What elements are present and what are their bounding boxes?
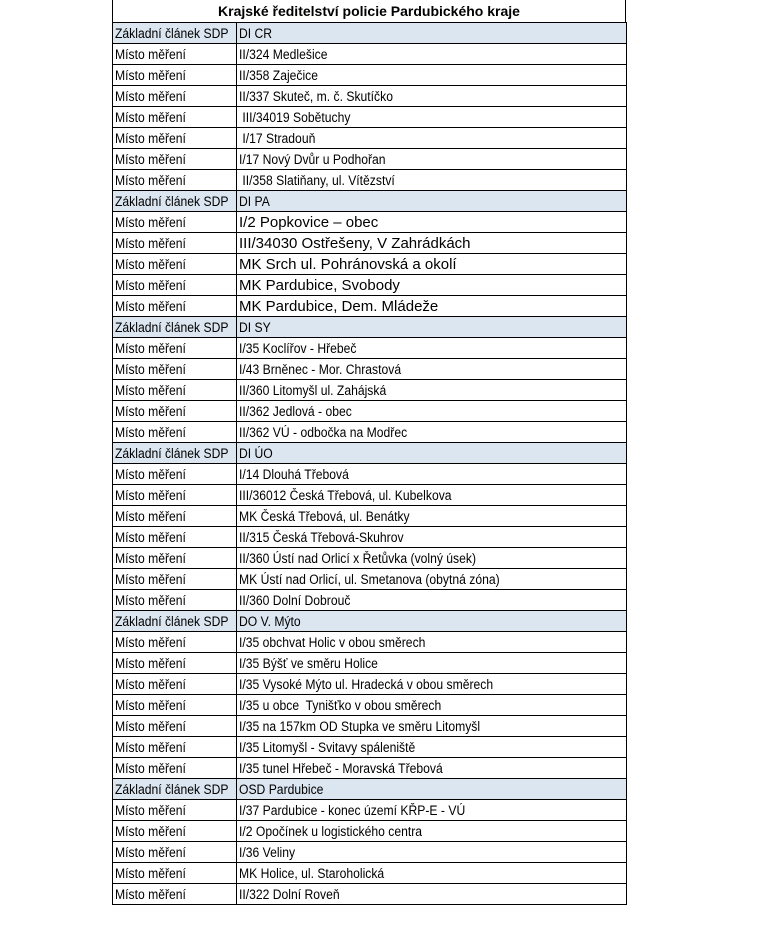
location-value-cell[interactable] — [237, 212, 627, 233]
table-row — [113, 800, 627, 821]
cell-text: Místo měření — [115, 760, 186, 776]
location-value-cell[interactable] — [237, 86, 627, 107]
section-name-cell[interactable] — [237, 443, 627, 464]
cell-text: Místo měření — [115, 67, 186, 83]
cell-text: I/35 tunel Hřebeč - Moravská Třebová — [239, 760, 443, 776]
cell-text: II/322 Dolní Roveň — [239, 886, 340, 902]
table-row — [113, 86, 627, 107]
table-row — [113, 275, 627, 296]
location-value-cell[interactable] — [237, 590, 627, 611]
section-label-cell[interactable] — [113, 191, 237, 212]
cell-text: I/35 obchvat Holic v obou směrech — [239, 634, 426, 650]
table-row — [113, 44, 627, 65]
table-row — [113, 653, 627, 674]
location-value-cell[interactable] — [237, 128, 627, 149]
location-value-cell[interactable] — [237, 716, 627, 737]
location-label-cell[interactable] — [113, 674, 237, 695]
cell-text: I/14 Dlouhá Třebová — [239, 466, 349, 482]
cell-text: II/360 Ústí nad Orlicí x Řetůvka (volný úsek) — [239, 550, 477, 566]
location-value-cell[interactable] — [237, 527, 627, 548]
cell-text: II/358 Zaječice — [239, 67, 319, 83]
location-value-cell[interactable] — [237, 695, 627, 716]
cell-text: Základní článek SDP — [115, 781, 229, 797]
section-name-cell[interactable] — [237, 611, 627, 632]
table-row — [113, 464, 627, 485]
cell-text: I/35 Vysoké Mýto ul. Hradecká v obou směrech — [239, 676, 494, 692]
table-row — [113, 485, 627, 506]
table-body — [113, 23, 627, 905]
location-value-cell[interactable] — [237, 296, 627, 317]
table-row — [113, 401, 627, 422]
section-header-row — [113, 191, 627, 212]
cell-text: Místo měření — [115, 718, 186, 734]
location-label-cell[interactable] — [113, 527, 237, 548]
location-value-cell[interactable] — [237, 338, 627, 359]
location-value-cell[interactable] — [237, 380, 627, 401]
cell-text: Místo měření — [115, 550, 186, 566]
cell-text: II/360 Litomyšl ul. Zahájská — [239, 382, 387, 398]
location-value-cell[interactable] — [237, 170, 627, 191]
spreadsheet — [112, 0, 626, 905]
location-label-cell[interactable] — [113, 485, 237, 506]
cell-text: Místo měření — [115, 676, 186, 692]
location-label-cell[interactable] — [113, 821, 237, 842]
table-row — [113, 674, 627, 695]
cell-text: Základní článek SDP — [115, 25, 229, 41]
section-name-cell[interactable] — [237, 23, 627, 44]
cell-text: Místo měření — [115, 235, 186, 251]
location-label-cell[interactable] — [113, 632, 237, 653]
location-value-cell[interactable] — [237, 464, 627, 485]
cell-text: I/35 Býšť ve směru Holice — [239, 655, 378, 671]
section-header-row — [113, 23, 627, 44]
cell-text: Místo měření — [115, 130, 186, 146]
cell-text: MK Ústí nad Orlicí, ul. Smetanova (obytná zóna) — [239, 571, 500, 587]
cell-text: Místo měření — [115, 424, 186, 440]
table-row — [113, 128, 627, 149]
table-row — [113, 107, 627, 128]
location-label-cell[interactable] — [113, 863, 237, 884]
location-value-cell[interactable] — [237, 653, 627, 674]
table-row — [113, 380, 627, 401]
cell-text: Místo měření — [115, 298, 186, 314]
location-value-cell[interactable] — [237, 569, 627, 590]
cell-text: I/35 Litomyšl - Svitavy spáleniště — [239, 739, 416, 755]
table-row — [113, 590, 627, 611]
section-label-cell[interactable] — [113, 23, 237, 44]
table-row — [113, 338, 627, 359]
section-label-cell[interactable] — [113, 317, 237, 338]
cell-text: Místo měření — [115, 529, 186, 545]
location-value-cell[interactable] — [237, 401, 627, 422]
location-label-cell[interactable] — [113, 233, 237, 254]
cell-text: III/34019 Sobětuchy — [239, 109, 351, 125]
section-name-cell[interactable] — [237, 317, 627, 338]
location-label-cell[interactable] — [113, 86, 237, 107]
cell-text: Místo měření — [115, 865, 186, 881]
section-name-cell[interactable] — [237, 779, 627, 800]
location-label-cell[interactable] — [113, 338, 237, 359]
table-row — [113, 842, 627, 863]
table-row — [113, 422, 627, 443]
cell-text: Základní článek SDP — [115, 445, 229, 461]
location-label-cell[interactable] — [113, 422, 237, 443]
cell-text: III/36012 Česká Třebová, ul. Kubelkova — [239, 487, 452, 503]
location-value-cell[interactable] — [237, 65, 627, 86]
section-header-row — [113, 611, 627, 632]
cell-text: Místo měření — [115, 46, 186, 62]
cell-text: I/35 na 157km OD Stupka ve směru Litomyšl — [239, 718, 481, 734]
cell-text: I/17 Nový Dvůr u Podhořan — [239, 151, 386, 167]
location-label-cell[interactable] — [113, 128, 237, 149]
cell-text: Místo měření — [115, 802, 186, 818]
location-label-cell[interactable] — [113, 359, 237, 380]
cell-text: II/337 Skuteč, m. č. Skutíčko — [239, 88, 393, 104]
location-value-cell[interactable] — [237, 884, 627, 905]
cell-text: DI PA — [239, 193, 270, 209]
table-row — [113, 170, 627, 191]
cell-text: I/43 Brněnec - Mor. Chrastová — [239, 361, 402, 377]
cell-text: Základní článek SDP — [115, 193, 229, 209]
location-label-cell[interactable] — [113, 569, 237, 590]
location-value-cell[interactable] — [237, 506, 627, 527]
cell-text: Místo měření — [115, 466, 186, 482]
table-row — [113, 233, 627, 254]
location-label-cell[interactable] — [113, 758, 237, 779]
location-label-cell[interactable] — [113, 464, 237, 485]
cell-text: Místo měření — [115, 655, 186, 671]
table-row — [113, 758, 627, 779]
cell-text: I/37 Pardubice - konec území KŘP-E - VÚ — [239, 802, 466, 818]
cell-text: I/2 Opočínek u logistického centra — [239, 823, 423, 839]
cell-text: Základní článek SDP — [115, 319, 229, 335]
table-row — [113, 296, 627, 317]
cell-text: Místo měření — [115, 487, 186, 503]
location-value-cell[interactable] — [237, 233, 627, 254]
cell-text: Místo měření — [115, 592, 186, 608]
cell-text: II/358 Slatiňany, ul. Vítězství — [239, 172, 395, 188]
cell-text: Místo měření — [115, 634, 186, 650]
cell-text: I/17 Stradouň — [239, 130, 316, 146]
location-label-cell[interactable] — [113, 401, 237, 422]
cell-text: II/360 Dolní Dobrouč — [239, 592, 351, 608]
table-row — [113, 65, 627, 86]
location-label-cell[interactable] — [113, 275, 237, 296]
cell-text: DO V. Mýto — [239, 613, 301, 629]
location-value-cell[interactable] — [237, 359, 627, 380]
table-row — [113, 359, 627, 380]
section-name-cell[interactable] — [237, 191, 627, 212]
cell-text: Místo měření — [115, 697, 186, 713]
location-label-cell[interactable] — [113, 737, 237, 758]
location-label-cell[interactable] — [113, 107, 237, 128]
table-row — [113, 695, 627, 716]
table-row — [113, 632, 627, 653]
cell-text: II/362 VÚ - odbočka na Modřec — [239, 424, 408, 440]
table-row — [113, 506, 627, 527]
cell-text: Místo měření — [115, 844, 186, 860]
location-label-cell[interactable] — [113, 716, 237, 737]
cell-text: OSD Pardubice — [239, 781, 324, 797]
location-label-cell[interactable] — [113, 212, 237, 233]
location-value-cell[interactable] — [237, 632, 627, 653]
location-value-cell[interactable] — [237, 254, 627, 275]
cell-text: Místo měření — [115, 739, 186, 755]
location-value-cell[interactable] — [237, 674, 627, 695]
cell-text: Základní článek SDP — [115, 613, 229, 629]
location-label-cell[interactable] — [113, 653, 237, 674]
cell-text: Místo měření — [115, 403, 186, 419]
cell-text: Místo měření — [115, 151, 186, 167]
location-value-cell[interactable] — [237, 800, 627, 821]
cell-text: Místo měření — [115, 886, 186, 902]
cell-text: III/34030 Ostřešeny, V Zahrádkách — [239, 234, 471, 252]
location-value-cell[interactable] — [237, 422, 627, 443]
table-row — [113, 254, 627, 275]
location-value-cell[interactable] — [237, 107, 627, 128]
cell-text: Místo měření — [115, 571, 186, 587]
table-row — [113, 548, 627, 569]
location-label-cell[interactable] — [113, 590, 237, 611]
cell-text: Místo měření — [115, 340, 186, 356]
location-value-cell[interactable] — [237, 275, 627, 296]
table-row — [113, 884, 627, 905]
section-label-cell[interactable] — [113, 611, 237, 632]
table-row — [113, 863, 627, 884]
section-header-row — [113, 443, 627, 464]
table-row — [113, 716, 627, 737]
location-label-cell[interactable] — [113, 149, 237, 170]
cell-text: MK Pardubice, Dem. Mládeže — [239, 297, 439, 315]
location-label-cell[interactable] — [113, 884, 237, 905]
location-label-cell[interactable] — [113, 296, 237, 317]
section-label-cell[interactable] — [113, 443, 237, 464]
table-row — [113, 821, 627, 842]
cell-text: DI ÚO — [239, 445, 273, 461]
location-value-cell[interactable] — [237, 737, 627, 758]
location-label-cell[interactable] — [113, 800, 237, 821]
location-value-cell[interactable] — [237, 821, 627, 842]
location-value-cell[interactable] — [237, 863, 627, 884]
cell-text: Místo měření — [115, 88, 186, 104]
location-value-cell[interactable] — [237, 149, 627, 170]
cell-text: DI SY — [239, 319, 271, 335]
cell-text: MK Holice, ul. Staroholická — [239, 865, 385, 881]
location-label-cell[interactable] — [113, 44, 237, 65]
cell-text: MK Pardubice, Svobody — [239, 276, 400, 294]
cell-text: II/315 Česká Třebová-Skuhrov — [239, 529, 404, 545]
cell-text: Místo měření — [115, 109, 186, 125]
location-label-cell[interactable] — [113, 254, 237, 275]
location-label-cell[interactable] — [113, 842, 237, 863]
cell-text: MK Česká Třebová, ul. Benátky — [239, 508, 410, 524]
cell-text: Místo měření — [115, 823, 186, 839]
cell-text: I/36 Veliny — [239, 844, 296, 860]
table-row — [113, 212, 627, 233]
cell-text: Místo měření — [115, 361, 186, 377]
cell-text: DI CR — [239, 25, 273, 41]
location-label-cell[interactable] — [113, 548, 237, 569]
location-value-cell[interactable] — [237, 485, 627, 506]
cell-text: II/324 Medlešice — [239, 46, 328, 62]
cell-text: MK Srch ul. Pohránovská a okolí — [239, 255, 457, 273]
location-label-cell[interactable] — [113, 65, 237, 86]
cell-text: I/35 u obce Tynišťko v obou směrech — [239, 697, 442, 713]
section-header-row — [113, 317, 627, 338]
location-value-cell[interactable] — [237, 44, 627, 65]
location-value-cell[interactable] — [237, 548, 627, 569]
location-label-cell[interactable] — [113, 380, 237, 401]
section-label-cell[interactable] — [113, 779, 237, 800]
cell-text: I/35 Koclířov - Hřebeč — [239, 340, 357, 356]
cell-text: Místo měření — [115, 172, 186, 188]
cell-text: Místo měření — [115, 382, 186, 398]
table-row — [113, 527, 627, 548]
sheet-title: Krajské ředitelství policie Pardubického kraje — [112, 0, 626, 22]
location-label-cell[interactable] — [113, 170, 237, 191]
table-row — [113, 149, 627, 170]
cell-text: II/362 Jedlová - obec — [239, 403, 352, 419]
table-row — [113, 737, 627, 758]
location-value-cell[interactable] — [237, 758, 627, 779]
location-label-cell[interactable] — [113, 695, 237, 716]
cell-text: Místo měření — [115, 256, 186, 272]
cell-text: Místo měření — [115, 214, 186, 230]
section-header-row — [113, 779, 627, 800]
cell-text: I/2 Popkovice – obec — [239, 213, 379, 231]
measurement-table — [112, 22, 627, 905]
cell-text: Místo měření — [115, 277, 186, 293]
cell-text: Místo měření — [115, 508, 186, 524]
table-row — [113, 569, 627, 590]
location-value-cell[interactable] — [237, 842, 627, 863]
location-label-cell[interactable] — [113, 506, 237, 527]
